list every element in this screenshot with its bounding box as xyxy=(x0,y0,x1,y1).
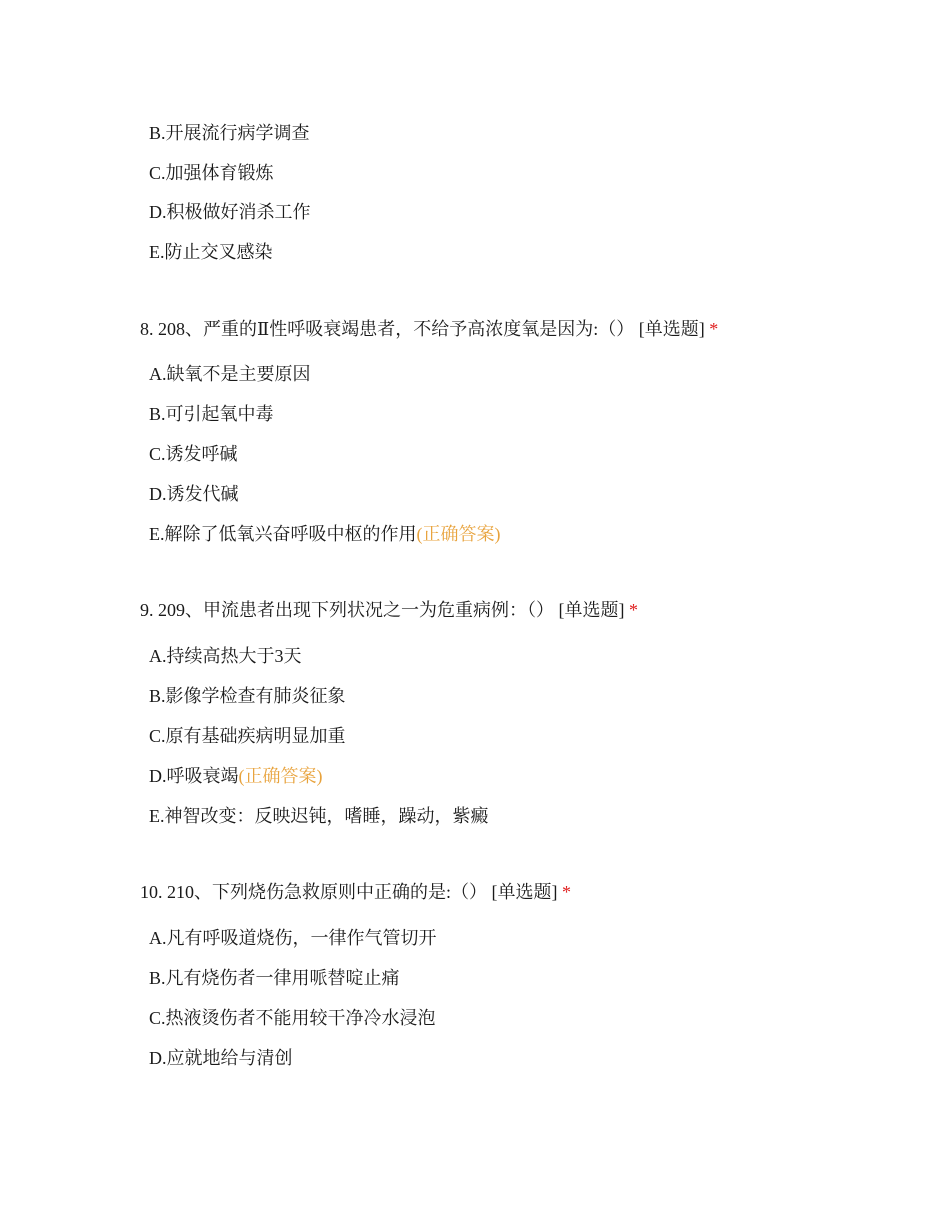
option-c-q7: C.加强体育锻炼 xyxy=(149,163,274,183)
option-b-q8: B.可引起氧中毒 xyxy=(149,404,274,424)
correct-answer-label: (正确答案) xyxy=(416,524,501,544)
option-a-q9: A.持续高热大于3天 xyxy=(149,646,302,666)
option-a-q8: A.缺氧不是主要原因 xyxy=(149,364,311,384)
required-mark: * xyxy=(562,882,571,902)
question-text: 10. 210、下列烧伤急救原则中正确的是:（） [单选题] xyxy=(140,882,558,902)
option-b-q9: B.影像学检查有肺炎征象 xyxy=(149,686,346,706)
option-d-q10: D.应就地给与清创 xyxy=(149,1048,293,1068)
option-d-q8: D.诱发代碱 xyxy=(149,484,239,504)
option-text: E.解除了低氧兴奋呼吸中枢的作用 xyxy=(149,524,417,544)
option-e-q9: E.神智改变：反映迟钝，嗜睡，躁动，紫癜 xyxy=(149,806,489,826)
option-c-q8: C.诱发呼碱 xyxy=(149,444,238,464)
option-e-q8 xyxy=(149,522,501,546)
required-mark: * xyxy=(709,319,719,339)
option-c-q9: C.原有基础疾病明显加重 xyxy=(149,726,346,746)
question-8-title xyxy=(140,317,718,341)
question-10-title xyxy=(140,880,571,904)
option-b-q7: B.开展流行病学调查 xyxy=(149,123,310,143)
option-d-q9 xyxy=(149,764,323,788)
correct-answer-label: (正确答案) xyxy=(238,766,323,786)
option-text: D.呼吸衰竭 xyxy=(149,766,239,786)
question-9-title xyxy=(140,598,638,622)
required-mark: * xyxy=(629,600,638,620)
option-b-q10: B.凡有烧伤者一律用哌替啶止痛 xyxy=(149,968,400,988)
option-c-q10: C.热液烫伤者不能用较干净冷水浸泡 xyxy=(149,1008,436,1028)
question-text: 9. 209、甲流患者出现下列状况之一为危重病例：（） [单选题] xyxy=(140,600,625,620)
option-d-q7: D.积极做好消杀工作 xyxy=(149,202,311,222)
question-text: 8. 208、严重的Ⅱ性呼吸衰竭患者，不给予高浓度氧是因为:（） [单选题] xyxy=(140,319,705,339)
option-e-q7: E.防止交叉感染 xyxy=(149,242,273,262)
option-a-q10: A.凡有呼吸道烧伤，一律作气管切开 xyxy=(149,928,437,948)
